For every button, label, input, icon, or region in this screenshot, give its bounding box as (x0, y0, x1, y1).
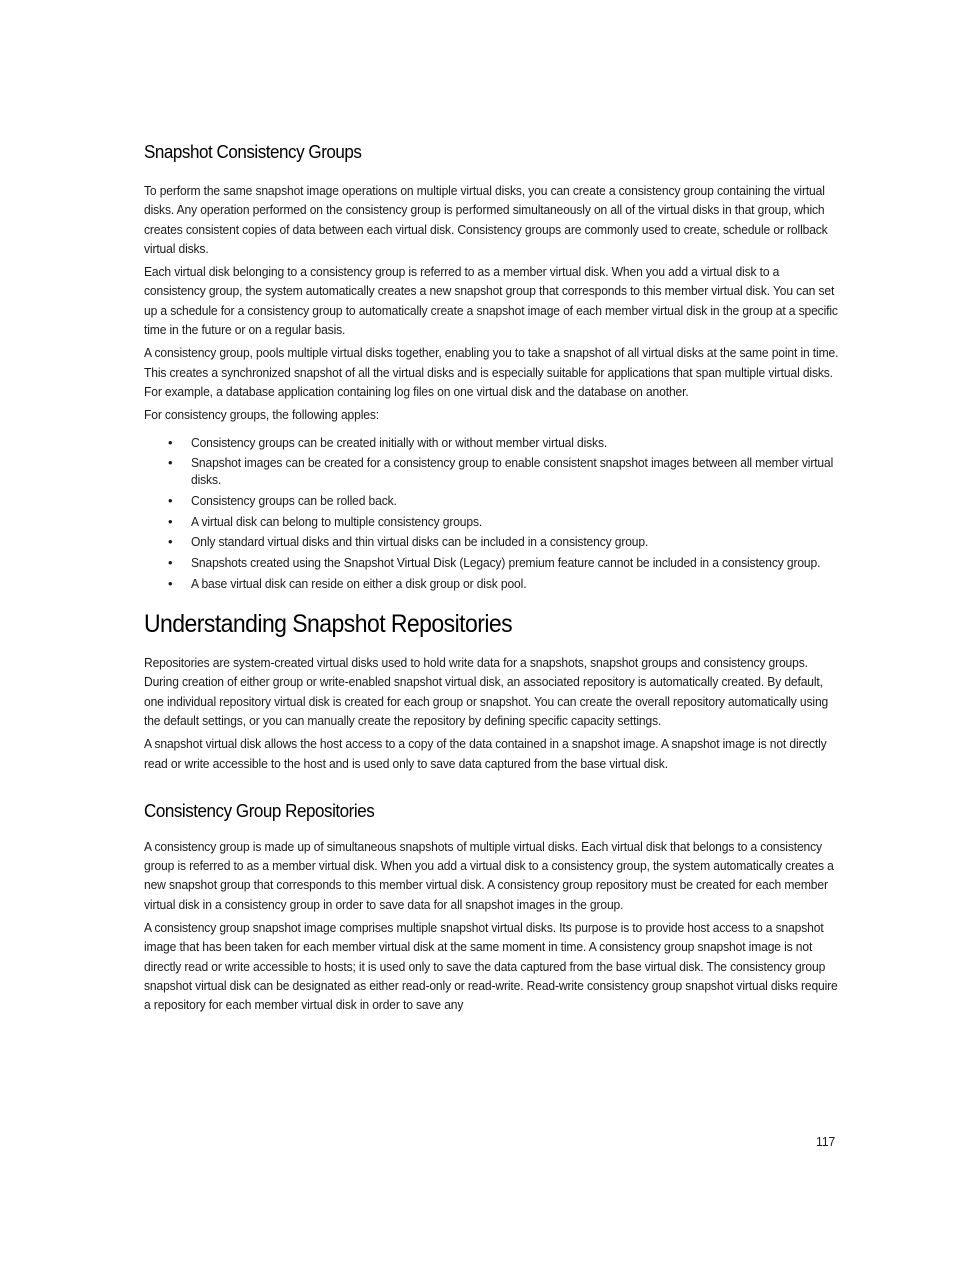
section-heading-consistency-group-repositories: Consistency Group Repositories (144, 799, 375, 821)
paragraph: A snapshot virtual disk allows the host access to a copy of the data contained in a snapshot image. A snapshot image is not directly read or write accessible to the host and is used only to save data captured from the base virtual disk. (144, 736, 827, 771)
paragraph: A consistency group is made up of simultaneous snapshots of multiple virtual disks. Each virtual disk that belongs to a consistency group is referred to as a member virtual disk. When you add a virtual disk to a consistency group, the system automatically creates a new snapshot group that corresponds to this member virtual disk. A consistency group repository must be created for each member virtual disk in a consistency group in order to save data for all snapshot images in the group. (144, 838, 834, 912)
paragraph: A consistency group snapshot image comprises multiple snapshot virtual disks. Its purpose is to provide host access to a snapshot image that has been taken for each member virtual disk at the same moment in time. A consistency group snapshot image is not directly read or write accessible to hosts; it is used only to save the data captured from the base virtual disk. The consistency group snapshot virtual disk can be designated as either read-only or read-write. Read-write consistency group snapshot virtual disks require a repository for each member virtual disk in order to save any (144, 920, 838, 1013)
bullet-icon: • (168, 455, 173, 471)
paragraph: To perform the same snapshot image operations on multiple virtual disks, you can create a consistency group containing the virtual disks. Any operation performed on the consistency group is performed simultaneously on all of the virtual disks in that group, which creates consistent copies of data between each virtual disk. Consistency groups are commonly used to create, schedule or rollback virtual disks. (144, 183, 828, 256)
list-item: • Consistency groups can be rolled back. (168, 492, 397, 508)
bullet-icon: • (168, 576, 173, 592)
bullet-icon: • (168, 513, 173, 529)
list-item: • A virtual disk can belong to multiple consistency groups. (168, 513, 483, 529)
list-item: • A base virtual disk can reside on either a disk group or disk pool. (168, 576, 527, 592)
paragraph: Repositories are system-created virtual disks used to hold write data for a snapshots, snapshot groups and consistency groups. During creation of either group or write-enabled snapshot virtual disk, an associated repository is automatically created. By default, one individual repository virtual disk is created for each group or snapshot. You can create the overall repository automatically using the default settings, or you can manually create the repository by defining specific capacity settings. (144, 655, 829, 728)
list-item: • Snapshot images can be created for a consistency group to enable consistent snapshot images between all member virtual disks. (168, 455, 834, 487)
bullet-icon: • (168, 534, 173, 550)
bullet-list (144, 435, 840, 593)
section-heading-snapshot-consistency-groups: Snapshot Consistency Groups (144, 141, 362, 162)
paragraph: Each virtual disk belonging to a consistency group is referred to as a member virtual disk. When you add a virtual disk to a consistency group, the system automatically creates a new snapshot group that corresponds to this member virtual disk. You can set up a schedule for a consistency group to automatically create a snapshot image of each member virtual disk in the group at a specific time in the future or on a regular basis. (144, 264, 838, 338)
section-heading-understanding-snapshot-repositories: Understanding Snapshot Repositories (144, 610, 513, 639)
paragraph: A consistency group, pools multiple virtual disks together, enabling you to take a snapshot of all virtual disks at the same point in time. This creates a synchronized snapshot of all the virtual disks and is especially suitable for applications that span multiple virtual disks. For example, a database application containing log files on one virtual disk and the database on another. (144, 345, 839, 399)
paragraph: For consistency groups, the following apples: (144, 407, 379, 423)
list-item: • Only standard virtual disks and thin virtual disks can be included in a consistency group. (168, 534, 649, 550)
bullet-icon: • (168, 434, 173, 450)
list-item: • Snapshots created using the Snapshot Virtual Disk (Legacy) premium feature cannot be included in a consistency group. (168, 555, 821, 571)
page-number: 117 (816, 1134, 836, 1149)
list-item: • Consistency groups can be created initially with or without member virtual disks. (168, 434, 608, 450)
document-body (144, 138, 840, 1019)
bullet-icon: • (168, 492, 173, 508)
bullet-icon: • (168, 555, 173, 571)
